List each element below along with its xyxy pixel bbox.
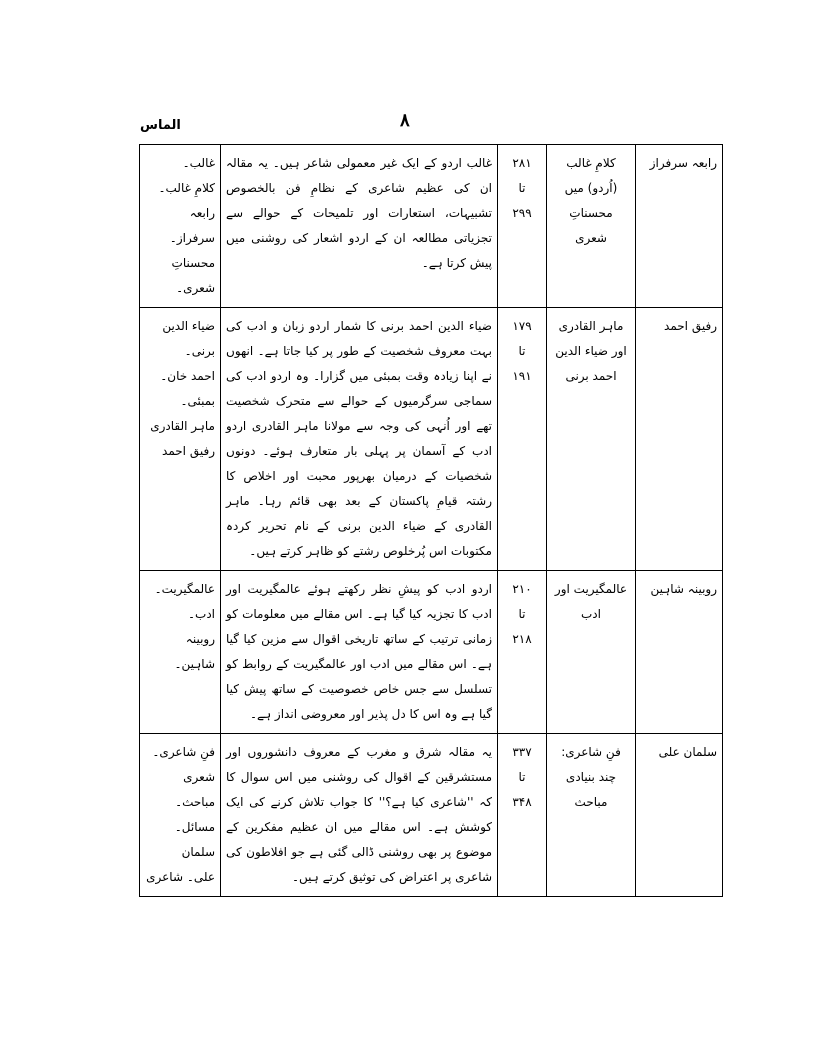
pages-cell — [498, 145, 547, 308]
page-to: تا — [518, 181, 526, 195]
keyword: ضیاء الدین برنی۔ — [162, 319, 215, 358]
page-start: ۳۳۷ — [512, 745, 532, 759]
page-to: تا — [518, 770, 526, 784]
page-start: ۲۸۱ — [512, 156, 532, 170]
title-cell: عالمگیریت اور ادب — [547, 571, 636, 734]
page-start: ۱۷۹ — [512, 319, 532, 333]
page-end: ۲۹۹ — [512, 206, 532, 220]
table-row — [140, 145, 723, 308]
article-index-table — [139, 144, 723, 897]
page-number: ۸ — [400, 110, 410, 131]
page-header — [140, 110, 680, 140]
abstract-cell: یہ مقالہ شرق و مغرب کے معروف دانشوروں اور مستشرقین کے اقوال کی روشنی میں اس سوال کا کہ ''شاعری کیا ہے؟'' کا جواب تلاش کرنے کی ایک کوشش ہے۔ اس مقالے میں ان عظیم مفکرین کے موضوع پر بھی روشنی ڈالی گئی ہے جو افلاطون کی شاعری پر اعتراض کی توثیق کرتے ہیں۔ — [221, 734, 498, 897]
pages-cell — [498, 734, 547, 897]
keywords-cell — [140, 308, 221, 571]
abstract-cell: غالب اردو کے ایک غیر معمولی شاعر ہیں۔ یہ مقالہ ان کی عظیم شاعری کے نظامِ فن بالخصوص تشبیہات، استعارات اور تلمیحات کے حوالے سے تجزیاتی مطالعہ ان کے اردو اشعار کی روشنی میں پیش کرتا ہے۔ — [221, 145, 498, 308]
author-cell: رابعہ سرفراز — [636, 145, 723, 308]
author-cell: روبینہ شاہین — [636, 571, 723, 734]
table-row — [140, 308, 723, 571]
keywords-cell — [140, 734, 221, 897]
keyword: ماہر القادری — [150, 419, 215, 433]
page-end: ۳۴۸ — [512, 795, 532, 809]
abstract-cell: اردو ادب کو پیشِ نظر رکھتے ہوئے عالمگیریت اور ادب کا تجزیہ کیا گیا ہے۔ اس مقالے میں معلومات کو زمانی ترتیب کے ساتھ تاریخی اقوال سے مزین کیا گیا ہے۔ اس مقالے میں ادب اور عالمگیریت کے روابط کو تسلسل سے جس خاص خصوصیت کے ساتھ پیش کیا گیا ہے وہ اس کا دل پذیر اور معروضی انداز ہے۔ — [221, 571, 498, 734]
title-cell: کلامِ غالب (اُردو) میں محسناتِ شعری — [547, 145, 636, 308]
pages-cell — [498, 571, 547, 734]
keyword: علی۔ شاعری — [146, 870, 215, 884]
journal-name: الماس — [140, 118, 181, 133]
author-cell: سلمان علی — [636, 734, 723, 897]
keyword: کلامِ غالب۔ — [158, 181, 215, 195]
page-end: ۲۱۸ — [512, 632, 532, 646]
pages-cell — [498, 308, 547, 571]
keyword: فنِ شاعری۔ — [152, 745, 215, 759]
keywords-cell — [140, 571, 221, 734]
page-to: تا — [518, 607, 526, 621]
keyword: رفیق احمد — [162, 444, 215, 458]
keyword: رابعہ سرفراز۔ — [169, 206, 215, 245]
keyword: روبینہ شاہین۔ — [174, 632, 215, 671]
keyword: مسائل۔ سلمان — [174, 820, 215, 859]
abstract-cell: ضیاء الدین احمد برنی کا شمار اردو زبان و ادب کی بہت معروف شخصیت کے طور پر کیا جاتا ہے۔ انھوں نے اپنا زیادہ وقت بمبئی میں گزارا۔ وہ اردو ادب کی سماجی سرگرمیوں کے حوالے سے متحرک شخصیت تھے اور اُنہی کی وجہ سے مولانا ماہر القادری اردو ادب کے آسمان پر پہلی بار متعارف ہوئے۔ دونوں شخصیات کے درمیان بھرپور محبت اور اخلاص کا رشتہ قیامِ پاکستان کے بعد بھی قائم رہا۔ ماہر القادری کے ضیاء الدین برنی کے نام تحریر کردہ مکتوبات اس پُرخلوص رشتے کو ظاہر کرتے ہیں۔ — [221, 308, 498, 571]
author-cell: رفیق احمد — [636, 308, 723, 571]
title-cell: فنِ شاعری: چند بنیادی مباحث — [547, 734, 636, 897]
page-to: تا — [518, 344, 526, 358]
keyword: محسناتِ شعری۔ — [171, 256, 215, 295]
page-start: ۲۱۰ — [512, 582, 532, 596]
keywords-cell — [140, 145, 221, 308]
keyword: شعری مباحث۔ — [175, 770, 215, 809]
table-row — [140, 571, 723, 734]
keyword: عالمگیریت۔ ادب۔ — [154, 582, 215, 621]
keyword: احمد خان۔ بمبئی۔ — [160, 369, 215, 408]
keyword: غالب۔ — [182, 156, 215, 170]
page-end: ۱۹۱ — [512, 369, 532, 383]
table-row — [140, 734, 723, 897]
title-cell: ماہر القادری اور ضیاء الدین احمد برنی — [547, 308, 636, 571]
